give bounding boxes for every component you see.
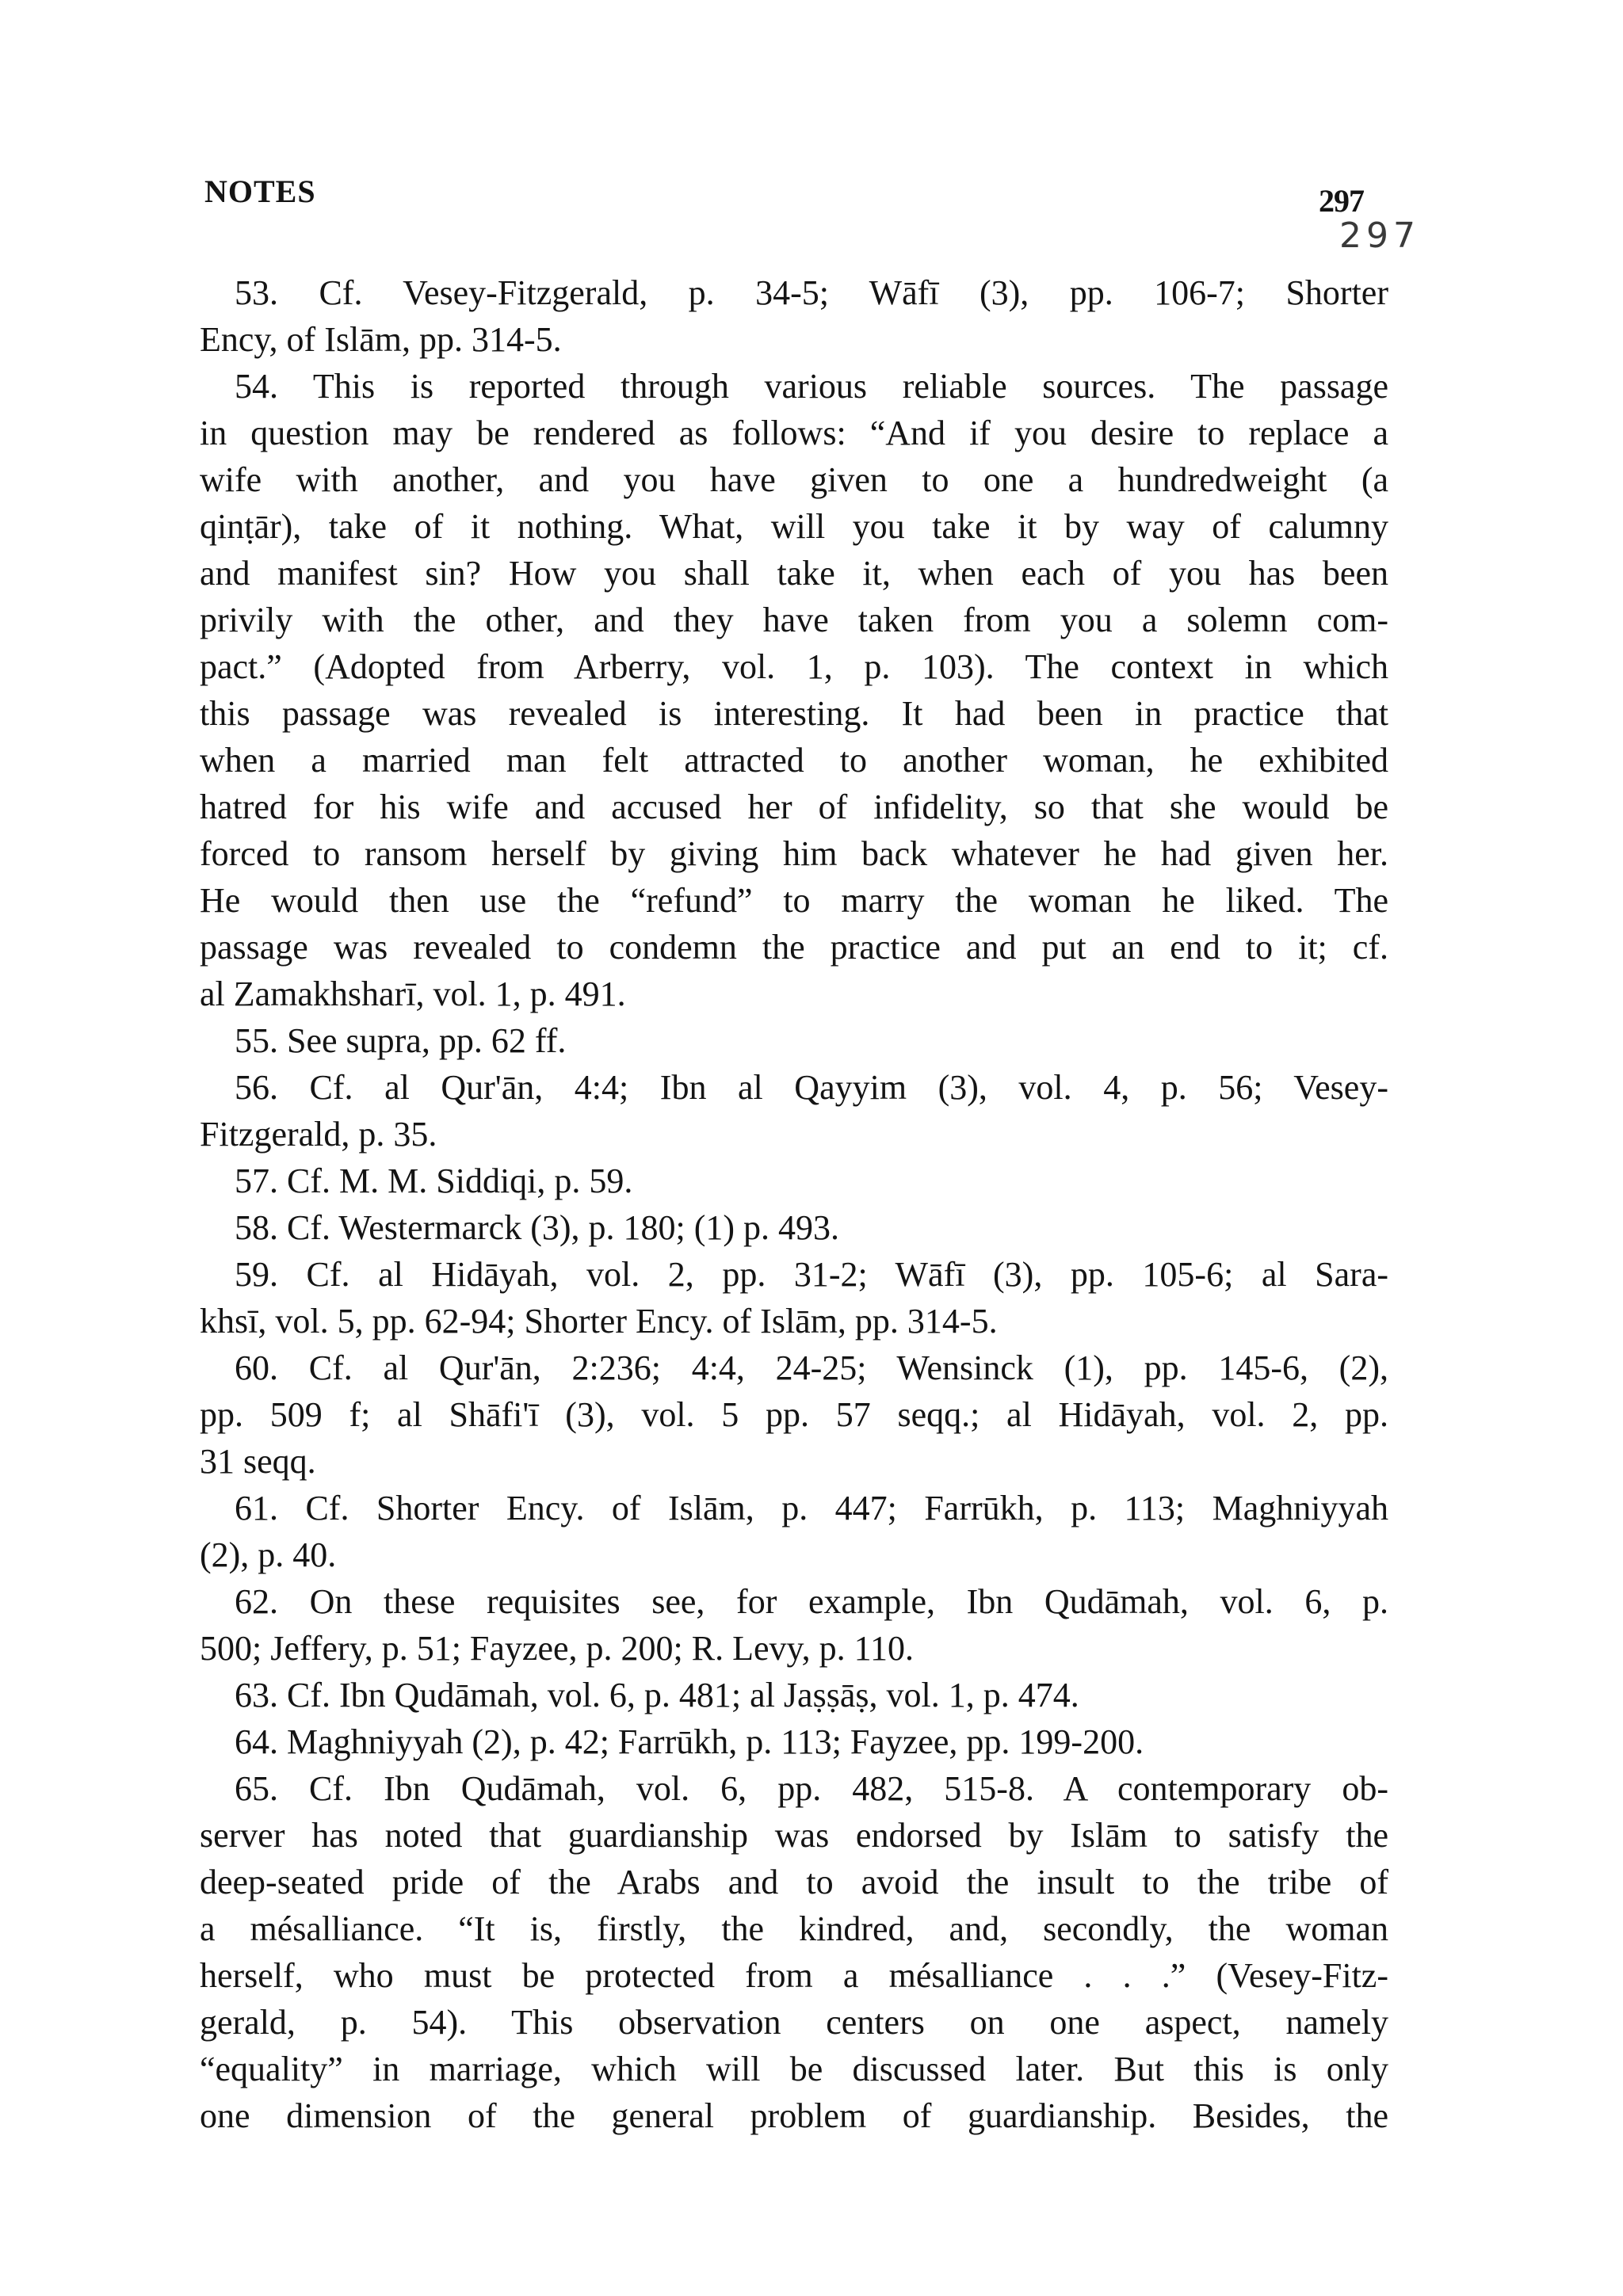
note-54: 54. This is reported through various reliable sources. The passage: [235, 367, 1388, 406]
note-60: 60. Cf. al Qur'ān, 2:236; 4:4, 24-25; Wensinck (1), pp. 145-6, (2),: [235, 1348, 1388, 1387]
note-line: server has noted that guardianship was endorsed by Islām to satisfy the: [200, 1816, 1388, 1855]
note-line: khsī, vol. 5, pp. 62-94; Shorter Ency. of Islām, pp. 314-5.: [200, 1302, 998, 1341]
note-56: 56. Cf. al Qur'ān, 4:4; Ibn al Qayyim (3), vol. 4, p. 56; Vesey-: [235, 1068, 1388, 1107]
notes-body: [200, 269, 1388, 2139]
note-line: pp. 509 f; al Shāfi'ī (3), vol. 5 pp. 57 seqq.; al Hidāyah, vol. 2, pp.: [200, 1395, 1388, 1434]
note-line: this passage was revealed is interesting. It had been in practice that: [200, 694, 1388, 733]
note-57: 57. Cf. M. M. Siddiqi, p. 59.: [235, 1161, 633, 1200]
note-line: qinṭār), take of it nothing. What, will you take it by way of calumny: [200, 507, 1388, 546]
note-line: when a married man felt attracted to another woman, he exhibited: [200, 741, 1388, 780]
note-64: 64. Maghniyyah (2), p. 42; Farrūkh, p. 113; Fayzee, pp. 199-200.: [235, 1722, 1144, 1761]
note-63: 63. Cf. Ibn Qudāmah, vol. 6, p. 481; al Jaṣṣāṣ, vol. 1, p. 474.: [235, 1676, 1079, 1714]
note-line: hatred for his wife and accused her of infidelity, so that she would be: [200, 788, 1388, 826]
note-line: 500; Jeffery, p. 51; Fayzee, p. 200; R. Levy, p. 110.: [200, 1629, 915, 1668]
note-line: (2), p. 40.: [200, 1535, 337, 1574]
note-line: gerald, p. 54). This observation centers on one aspect, namely: [200, 2003, 1388, 2042]
note-line: one dimension of the general problem of guardianship. Besides, the: [200, 2096, 1388, 2135]
note-58: 58. Cf. Westermarck (3), p. 180; (1) p. 493.: [235, 1208, 840, 1247]
note-line: 31 seqq.: [200, 1442, 316, 1481]
note-line: in question may be rendered as follows: “And if you desire to replace a: [200, 414, 1388, 452]
note-53: 53. Cf. Vesey-Fitzgerald, p. 34-5; Wāfī (3), pp. 106-7; Shorter: [235, 273, 1388, 312]
note-line: al Zamakhsharī, vol. 1, p. 491.: [200, 974, 626, 1013]
note-line: pact.” (Adopted from Arberry, vol. 1, p. 103). The context in which: [200, 647, 1388, 686]
handwritten-page-number: 297: [1339, 215, 1420, 256]
note-line: and manifest sin? How you shall take it, when each of you has been: [200, 554, 1388, 593]
note-line: privily with the other, and they have taken from you a solemn com-: [200, 601, 1388, 639]
note-62: 62. On these requisites see, for example, Ibn Qudāmah, vol. 6, p.: [235, 1582, 1388, 1621]
note-line: He would then use the “refund” to marry the woman he liked. The: [200, 881, 1388, 920]
note-59: 59. Cf. al Hidāyah, vol. 2, pp. 31-2; Wāfī (3), pp. 105-6; al Sara-: [235, 1255, 1388, 1294]
note-line: deep-seated pride of the Arabs and to avoid the insult to the tribe of: [200, 1863, 1388, 1901]
note-line: herself, who must be protected from a mésalliance . . .” (Vesey-Fitz-: [200, 1956, 1388, 1995]
note-line: wife with another, and you have given to one a hundredweight (a: [200, 460, 1388, 499]
note-line: forced to ransom herself by giving him back whatever he had given her.: [200, 834, 1388, 873]
note-line: Ency, of Islām, pp. 314-5.: [200, 320, 562, 359]
note-line: “equality” in marriage, which will be discussed later. But this is only: [200, 2050, 1388, 2088]
note-line: Fitzgerald, p. 35.: [200, 1115, 437, 1154]
note-55: 55. See supra, pp. 62 ff.: [235, 1021, 567, 1060]
page-number: 297: [1319, 183, 1364, 219]
section-title: NOTES: [204, 174, 316, 209]
note-line: passage was revealed to condemn the practice and put an end to it; cf.: [200, 928, 1388, 967]
note-65: 65. Cf. Ibn Qudāmah, vol. 6, pp. 482, 515-8. A contemporary ob-: [235, 1769, 1388, 1808]
note-61: 61. Cf. Shorter Ency. of Islām, p. 447; Farrūkh, p. 113; Maghniyyah: [235, 1489, 1388, 1527]
note-line: a mésalliance. “It is, firstly, the kindred, and, secondly, the woman: [200, 1909, 1388, 1948]
